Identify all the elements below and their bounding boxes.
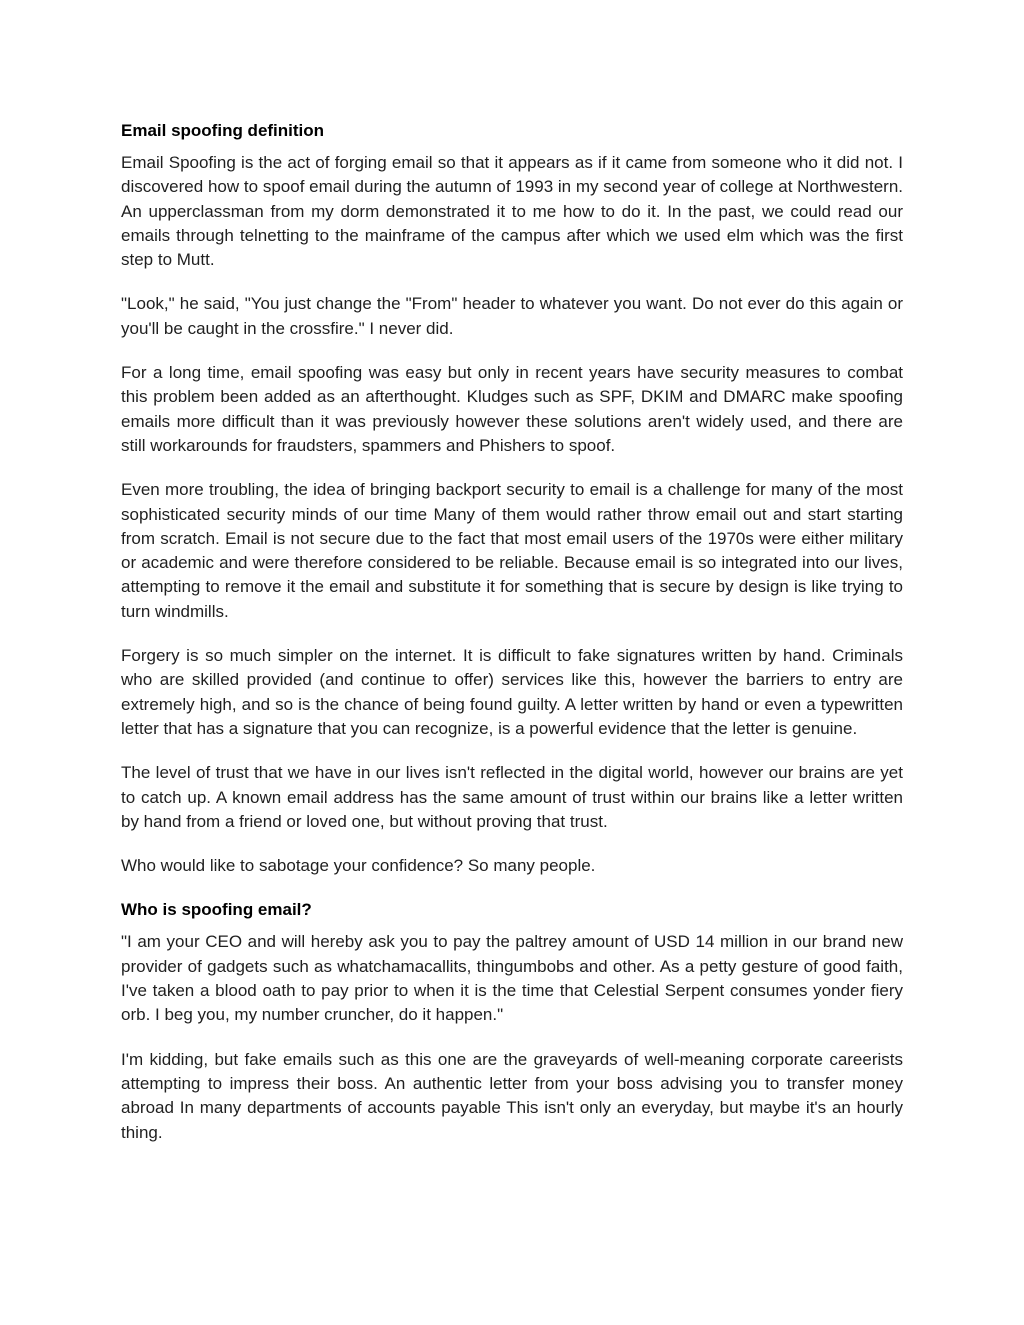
section-heading: Email spoofing definition (121, 121, 325, 140)
paragraph: For a long time, email spoofing was easy but only in recent years have security measures to combat this problem been added as an afterthought. Kludges such as SPF, DKIM and DMARC make spoofing emails more difficult than it was previously however these solutions aren't widely used, and there are still workarounds for fraudsters, spammers and Phishers to spoof. (121, 363, 903, 455)
paragraph: Email Spoofing is the act of forging email so that it appears as if it came from someone who it did not. I discovered how to spoof email during the autumn of 1993 in my second year of college at Northwestern. An upperclassman from my dorm demonstrated it to me how to do it. In the past, we could read our emails through telnetting to the mainframe of the campus after which we used elm which was the first step to Mutt. (121, 153, 903, 270)
section-email-spoofing-definition (121, 119, 903, 878)
paragraph: I'm kidding, but fake emails such as this one are the graveyards of well-meaning corporate careerists attempting to impress their boss. An authentic letter from your boss advising you to transfer money abroad In many departments of accounts payable This isn't only an everyday, but maybe it's an hourly thing. (121, 1049, 903, 1142)
paragraph: "I am your CEO and will hereby ask you to pay the paltrey amount of USD 14 million in our brand new provider of gadgets such as whatchamacallits, thingumbobs and other. As a petty gesture of good faith, I've taken a blood oath to pay prior to when it is the time that Celestial Serpent consumes yonder fiery orb. I beg you, my number cruncher, do it happen." (121, 932, 903, 1025)
document-page (121, 119, 903, 1145)
paragraph: Even more troubling, the idea of bringing backport security to email is a challenge for many of the most sophisticated security minds of our time Many of them would rather throw email out and start starting from scratch. Email is not secure due to the fact that most email users of the 1970s were either military or academic and were therefore considered to be reliable. Because email is so integrated into our lives, attempting to remove it the email and substitute it for something that is secure by design is like trying to turn windmills. (121, 480, 903, 621)
section-heading: Who is spoofing email? (121, 900, 312, 920)
paragraph: "Look," he said, "You just change the "From" header to whatever you want. Do not ever do this again or you'll be caught in the crossfire." I never did. (121, 294, 903, 338)
section-who-is-spoofing-email (121, 898, 903, 1144)
paragraph: Forgery is so much simpler on the internet. It is difficult to fake signatures written by hand. Criminals who are skilled provided (and continue to offer) services like this, however the barriers to entry are extremely high, and so is the chance of being found guilty. A letter written by hand or even a typewritten letter that has a signature that you can recognize, is a powerful evidence that the letter is genuine. (121, 646, 903, 738)
paragraph: Who would like to sabotage your confidence? So many people. (121, 856, 596, 876)
paragraph: The level of trust that we have in our lives isn't reflected in the digital world, however our brains are yet to catch up. A known email address has the same amount of trust within our brains like a letter written by hand from a friend or loved one, but without proving that trust. (121, 763, 903, 831)
